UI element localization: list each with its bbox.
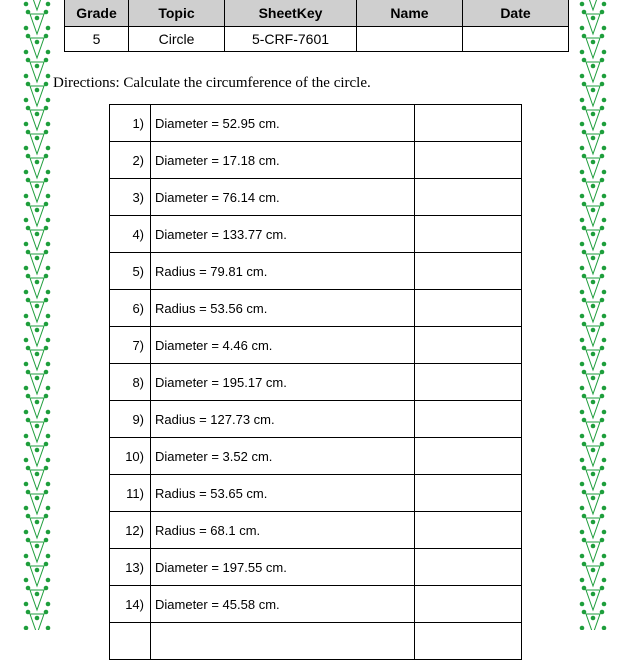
border-dot xyxy=(591,256,596,261)
problem-number: 11) xyxy=(110,475,151,512)
answer-box[interactable] xyxy=(415,364,522,401)
border-dot xyxy=(591,64,596,69)
answer-box[interactable] xyxy=(415,216,522,253)
border-dot xyxy=(580,290,585,295)
border-dot xyxy=(46,290,51,295)
answer-box[interactable] xyxy=(415,623,522,660)
border-dot xyxy=(46,266,51,271)
border-dot xyxy=(602,410,607,415)
border-dot xyxy=(602,74,607,79)
border-dot xyxy=(46,218,51,223)
border-dot xyxy=(35,448,40,453)
border-dot xyxy=(24,410,29,415)
border-dot xyxy=(591,616,596,621)
border-dot xyxy=(24,170,29,175)
border-dot xyxy=(46,170,51,175)
border-dot xyxy=(602,2,607,7)
border-dot xyxy=(35,376,40,381)
problem-question: Radius = 53.56 cm. xyxy=(151,290,415,327)
problem-row xyxy=(110,290,522,327)
border-dot xyxy=(580,602,585,607)
problem-question: Radius = 127.73 cm. xyxy=(151,401,415,438)
problem-question: Radius = 79.81 cm. xyxy=(151,253,415,290)
problem-number: 3) xyxy=(110,179,151,216)
border-dot xyxy=(35,472,40,477)
header-topic: Topic xyxy=(129,0,225,27)
border-dot xyxy=(580,386,585,391)
border-dot xyxy=(35,496,40,501)
border-dot xyxy=(24,266,29,271)
answer-box[interactable] xyxy=(415,475,522,512)
border-dot xyxy=(580,410,585,415)
border-dot xyxy=(580,482,585,487)
problem-number: 4) xyxy=(110,216,151,253)
problem-row xyxy=(110,549,522,586)
border-dot xyxy=(35,256,40,261)
border-dot xyxy=(24,218,29,223)
border-dot xyxy=(591,472,596,477)
border-dot xyxy=(591,280,596,285)
border-dot xyxy=(35,304,40,309)
border-dot xyxy=(46,530,51,535)
border-dot xyxy=(591,232,596,237)
problem-number xyxy=(110,623,151,660)
border-dot xyxy=(46,338,51,343)
border-dot xyxy=(35,64,40,69)
border-dot xyxy=(580,266,585,271)
border-dot xyxy=(35,328,40,333)
problem-row xyxy=(110,512,522,549)
border-dot xyxy=(580,218,585,223)
header-name: Name xyxy=(357,0,463,27)
border-dot xyxy=(46,74,51,79)
answer-box[interactable] xyxy=(415,179,522,216)
answer-box[interactable] xyxy=(415,586,522,623)
border-dot xyxy=(35,88,40,93)
border-dot xyxy=(591,520,596,525)
border-dot xyxy=(591,448,596,453)
border-dot xyxy=(24,602,29,607)
border-dot xyxy=(24,434,29,439)
border-dot xyxy=(35,136,40,141)
problem-number: 9) xyxy=(110,401,151,438)
border-dot xyxy=(602,482,607,487)
border-dot xyxy=(602,122,607,127)
problem-number: 14) xyxy=(110,586,151,623)
border-dot xyxy=(46,2,51,7)
directions-text: Directions: Calculate the circumference of the circle. xyxy=(53,75,371,91)
border-dot xyxy=(602,26,607,31)
problem-number: 12) xyxy=(110,512,151,549)
border-dot xyxy=(591,424,596,429)
border-dot xyxy=(591,568,596,573)
border-dot xyxy=(24,362,29,367)
problem-row xyxy=(110,216,522,253)
answer-box[interactable] xyxy=(415,327,522,364)
border-dot xyxy=(46,242,51,247)
border-dot xyxy=(591,16,596,21)
problem-number: 2) xyxy=(110,142,151,179)
border-dot xyxy=(602,170,607,175)
problems-table xyxy=(109,104,522,660)
border-dot xyxy=(24,74,29,79)
problem-question: Diameter = 4.46 cm. xyxy=(151,327,415,364)
border-dot xyxy=(580,74,585,79)
border-dot xyxy=(602,194,607,199)
border-dot xyxy=(580,242,585,247)
problem-row xyxy=(110,586,522,623)
border-dot xyxy=(24,458,29,463)
border-dot xyxy=(24,314,29,319)
border-dot xyxy=(35,544,40,549)
border-dot xyxy=(580,626,585,630)
border-dot xyxy=(24,146,29,151)
border-dot xyxy=(591,136,596,141)
border-dot xyxy=(591,400,596,405)
border-dot xyxy=(46,146,51,151)
border-dot xyxy=(580,50,585,55)
border-dot xyxy=(602,242,607,247)
problem-row xyxy=(110,327,522,364)
border-dot xyxy=(591,352,596,357)
border-dot xyxy=(46,434,51,439)
problem-number: 6) xyxy=(110,290,151,327)
border-dot xyxy=(24,122,29,127)
border-dot xyxy=(24,194,29,199)
border-dot xyxy=(24,506,29,511)
problem-question xyxy=(151,623,415,660)
border-dot xyxy=(602,338,607,343)
border-dot xyxy=(35,400,40,405)
border-dot xyxy=(46,626,51,630)
border-dot xyxy=(35,160,40,165)
border-dot xyxy=(591,328,596,333)
border-dot xyxy=(35,568,40,573)
border-dot xyxy=(35,40,40,45)
problem-row xyxy=(110,438,522,475)
border-dot xyxy=(602,506,607,511)
border-dot xyxy=(602,98,607,103)
problem-row xyxy=(110,105,522,142)
problem-question: Radius = 68.1 cm. xyxy=(151,512,415,549)
name-field[interactable] xyxy=(357,27,463,52)
answer-box[interactable] xyxy=(415,512,522,549)
problem-question: Diameter = 197.55 cm. xyxy=(151,549,415,586)
worksheet-header-table xyxy=(64,0,569,52)
border-dot xyxy=(46,50,51,55)
border-dot xyxy=(46,458,51,463)
border-dot xyxy=(24,554,29,559)
problem-question: Diameter = 133.77 cm. xyxy=(151,216,415,253)
problem-question: Diameter = 195.17 cm. xyxy=(151,364,415,401)
border-dot xyxy=(46,386,51,391)
border-dot xyxy=(580,506,585,511)
problem-row xyxy=(110,179,522,216)
problem-row xyxy=(110,401,522,438)
problem-number: 8) xyxy=(110,364,151,401)
problem-number: 13) xyxy=(110,549,151,586)
border-dot xyxy=(46,482,51,487)
border-dot xyxy=(46,362,51,367)
border-dot xyxy=(580,338,585,343)
border-dot xyxy=(580,530,585,535)
border-dot xyxy=(580,26,585,31)
border-dot xyxy=(24,386,29,391)
border-dot xyxy=(24,338,29,343)
header-row xyxy=(65,0,569,27)
answer-box[interactable] xyxy=(415,142,522,179)
border-dot xyxy=(24,578,29,583)
border-triangle xyxy=(586,0,600,10)
border-dot xyxy=(602,626,607,630)
border-pattern-icon xyxy=(578,0,608,630)
border-dot xyxy=(591,592,596,597)
header-grade: Grade xyxy=(65,0,129,27)
border-dot xyxy=(24,98,29,103)
border-dot xyxy=(580,122,585,127)
border-dot xyxy=(35,184,40,189)
border-dot xyxy=(602,386,607,391)
border-dot xyxy=(580,314,585,319)
problem-row xyxy=(110,364,522,401)
answer-box[interactable] xyxy=(415,105,522,142)
border-dot xyxy=(35,208,40,213)
problem-number: 10) xyxy=(110,438,151,475)
problem-question: Diameter = 52.95 cm. xyxy=(151,105,415,142)
grade-value: 5 xyxy=(65,27,129,52)
problem-number: 1) xyxy=(110,105,151,142)
border-dot xyxy=(35,16,40,21)
border-dot xyxy=(580,458,585,463)
border-dot xyxy=(46,602,51,607)
sheetkey-value: 5-CRF-7601 xyxy=(225,27,357,52)
header-values-row xyxy=(65,27,569,52)
border-dot xyxy=(602,266,607,271)
border-dot xyxy=(35,232,40,237)
border-dot xyxy=(46,194,51,199)
problem-question: Diameter = 17.18 cm. xyxy=(151,142,415,179)
problem-row xyxy=(110,253,522,290)
decorative-border-right xyxy=(578,0,608,630)
border-dot xyxy=(591,112,596,117)
border-dot xyxy=(591,160,596,165)
problem-question: Diameter = 3.52 cm. xyxy=(151,438,415,475)
answer-box[interactable] xyxy=(415,253,522,290)
border-triangle xyxy=(30,0,44,10)
problem-question: Diameter = 45.58 cm. xyxy=(151,586,415,623)
answer-box[interactable] xyxy=(415,438,522,475)
border-dot xyxy=(580,554,585,559)
border-dot xyxy=(580,146,585,151)
border-dot xyxy=(35,352,40,357)
border-dot xyxy=(591,544,596,549)
border-dot xyxy=(24,50,29,55)
answer-box[interactable] xyxy=(415,401,522,438)
border-dot xyxy=(602,578,607,583)
border-dot xyxy=(580,578,585,583)
topic-value: Circle xyxy=(129,27,225,52)
border-dot xyxy=(24,290,29,295)
answer-box[interactable] xyxy=(415,290,522,327)
border-dot xyxy=(580,170,585,175)
border-dot xyxy=(602,314,607,319)
border-dot xyxy=(602,554,607,559)
border-dot xyxy=(591,376,596,381)
border-dot xyxy=(46,26,51,31)
border-dot xyxy=(602,530,607,535)
border-dot xyxy=(602,602,607,607)
border-dot xyxy=(580,434,585,439)
border-dot xyxy=(46,506,51,511)
border-dot xyxy=(602,458,607,463)
answer-box[interactable] xyxy=(415,549,522,586)
border-dot xyxy=(46,410,51,415)
border-dot xyxy=(591,304,596,309)
border-dot xyxy=(24,242,29,247)
border-dot xyxy=(591,496,596,501)
border-dot xyxy=(46,314,51,319)
border-dot xyxy=(602,218,607,223)
border-dot xyxy=(580,2,585,7)
border-dot xyxy=(46,98,51,103)
problem-row xyxy=(110,475,522,512)
border-dot xyxy=(580,194,585,199)
border-dot xyxy=(35,616,40,621)
border-dot xyxy=(24,626,29,630)
problem-number: 5) xyxy=(110,253,151,290)
border-dot xyxy=(24,26,29,31)
problem-question: Radius = 53.65 cm. xyxy=(151,475,415,512)
border-dot xyxy=(35,424,40,429)
border-dot xyxy=(591,88,596,93)
border-dot xyxy=(24,2,29,7)
border-pattern-icon xyxy=(22,0,52,630)
header-sheetkey: SheetKey xyxy=(225,0,357,27)
border-dot xyxy=(591,40,596,45)
date-field[interactable] xyxy=(463,27,569,52)
border-dot xyxy=(591,208,596,213)
border-dot xyxy=(24,482,29,487)
border-dot xyxy=(46,122,51,127)
problem-row xyxy=(110,142,522,179)
border-dot xyxy=(46,578,51,583)
header-date: Date xyxy=(463,0,569,27)
border-dot xyxy=(580,98,585,103)
problem-number: 7) xyxy=(110,327,151,364)
border-dot xyxy=(35,520,40,525)
problem-row xyxy=(110,623,522,660)
border-dot xyxy=(46,554,51,559)
border-dot xyxy=(602,50,607,55)
border-dot xyxy=(591,184,596,189)
border-dot xyxy=(602,290,607,295)
border-dot xyxy=(35,112,40,117)
border-dot xyxy=(35,280,40,285)
border-dot xyxy=(35,592,40,597)
border-dot xyxy=(602,434,607,439)
problem-question: Diameter = 76.14 cm. xyxy=(151,179,415,216)
border-dot xyxy=(602,146,607,151)
border-dot xyxy=(602,362,607,367)
border-dot xyxy=(580,362,585,367)
decorative-border-left xyxy=(22,0,52,630)
border-dot xyxy=(24,530,29,535)
